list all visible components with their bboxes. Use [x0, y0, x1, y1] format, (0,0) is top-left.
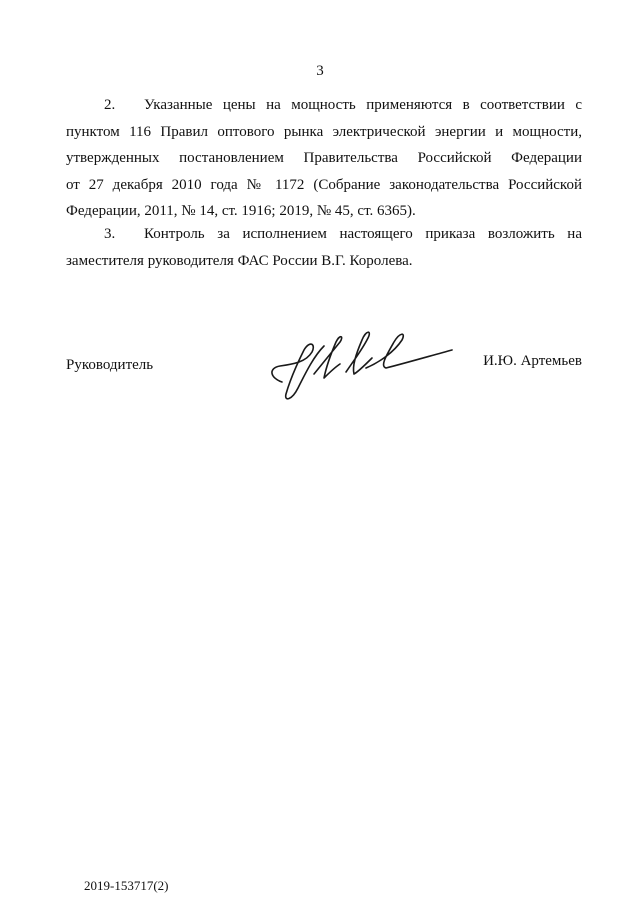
paragraph-2-number: 2. [104, 97, 116, 113]
paragraph-3-line-2: заместителя руководителя ФАС России В.Г. Королева. [66, 252, 413, 269]
paragraph-2-line-1-text: Указанные цены на мощность применяются в соответствии с [144, 97, 582, 113]
paragraph-2-line-2: пунктом 116 Правил оптового рынка электрической энергии и мощности, [66, 123, 582, 140]
handwritten-signature [262, 322, 458, 406]
paragraph-3-number: 3. [104, 226, 116, 242]
page-number: 3 [316, 63, 324, 79]
paragraph-2-line-1 [66, 92, 582, 119]
paragraph-3-line-1 [66, 221, 582, 248]
paragraph-3-line-1-text: Контроль за исполнением настоящего приказа возложить на [144, 226, 582, 242]
signatory-name: И.Ю. Артемьев [483, 353, 582, 369]
paragraph-3 [66, 221, 582, 274]
paragraph-2-line-4: от 27 декабря 2010 года № 1172 (Собрание законодательства Российской [66, 176, 582, 193]
signatory-role: Руководитель [66, 357, 154, 373]
paragraph-2-line-5: Федерации, 2011, № 14, ст. 1916; 2019, № 45, ст. 6365). [66, 203, 416, 219]
paragraph-2-line-3: утвержденных постановлением Правительства Российской Федерации [66, 150, 582, 166]
document-code: 2019-153717(2) [84, 878, 169, 893]
paragraph-2 [66, 92, 582, 225]
